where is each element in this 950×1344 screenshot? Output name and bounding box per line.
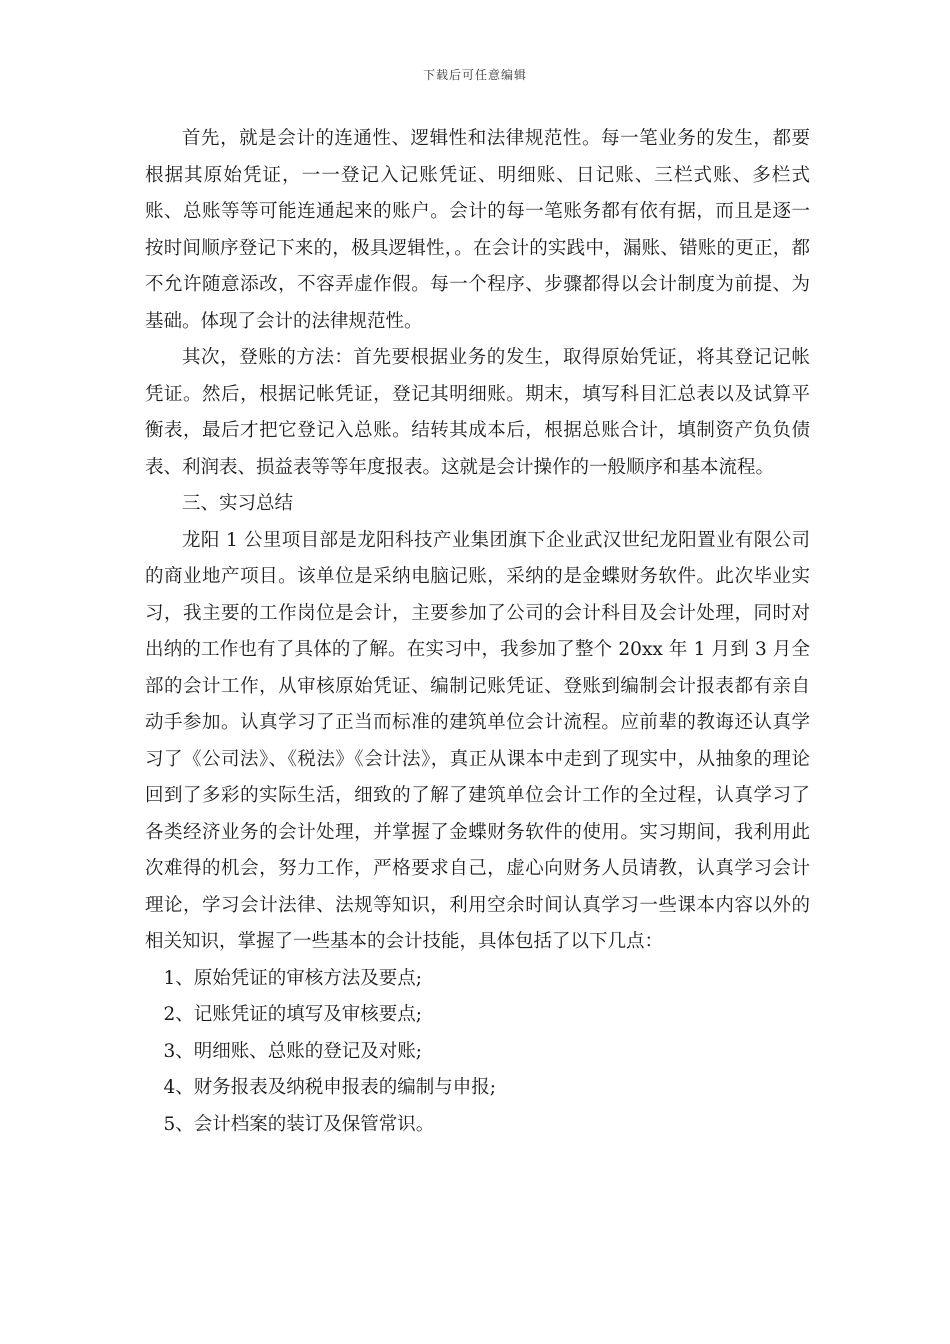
paragraph-accounting-characteristics: 首先，就是会计的连通性、逻辑性和法律规范性。每一笔业务的发生，都要根据其原始凭证，一一登记入记账凭证、明细账、日记账、三栏式账、多栏式账、总账等等可能连通起来的账户。会计的每一笔账务都有依有据，而且是逐一按时间顺序登记下来的，极具逻辑性，。在会计的实践中，漏账、错账的更正，都不允许随意添改，不容弄虚作假。每一个程序、步骤都得以会计制度为前提、为基础。体现了会计的法律规范性。 xyxy=(145,128,810,332)
document-body xyxy=(145,121,810,1143)
list-item: 4、财务报表及纳税申报表的编制与申报; xyxy=(163,1077,497,1098)
list-item: 1、原始凭证的审核方法及要点; xyxy=(163,967,423,989)
list-item: 3、明细账、总账的登记及对账; xyxy=(163,1040,423,1062)
paragraph-bookkeeping-method: 其次，登账的方法：首先要根据业务的发生，取得原始凭证，将其登记记帐凭证。然后，根据记帐凭证，登记其明细账。期末，填写科目汇总表以及试算平衡表，最后才把它登记入总账。结转其成本后，根据总账合计，填制资产负负债表、利润表、损益表等等年度报表。这就是会计操作的一般顺序和基本流程。 xyxy=(145,347,810,478)
list-item: 2、记账凭证的填写及审核要点; xyxy=(163,1004,423,1025)
paragraph-internship-summary: 龙阳 1 公里项目部是龙阳科技产业集团旗下企业武汉世纪龙阳置业有限公司的商业地产项目。该单位是采纳电脑记账，采纳的是金蝶财务软件。此次毕业实习，我主要的工作岗位是会计，主要参加了公司的会计科目及会计处理，同时对出纳的工作也有了具体的了解。在实习中，我参加了整个 20xx 年 1 月到 3 月全部的会计工作，从审核原始凭证、编制记账凭证、登账到编制会计报表都有亲自动手参加。认真学习了正当而标准的建筑单位会计流程。应前辈的教诲还认真学习了《公司法》、《税法》《会计法》，真正从课本中走到了现实中，从抽象的理论回到了多彩的实际生活，细致的了解了建筑单位会计工作的全过程，认真学习了各类经济业务的会计处理，并掌握了金蝶财务软件的使用。实习期间，我利用此次难得的机会，努力工作，严格要求自己，虚心向财务人员请教，认真学习会计理论，学习会计法律、法规等知识，利用空余时间认真学习一些课本内容以外的相关知识，掌握了一些基本的会计技能，具体包括了以下几点： xyxy=(145,529,810,952)
list-item: 5、会计档案的装订及保管常识。 xyxy=(163,1113,435,1135)
page-header: 下载后可任意编辑 xyxy=(422,68,527,82)
section-heading-internship-summary: 三、实习总结 xyxy=(182,493,294,514)
